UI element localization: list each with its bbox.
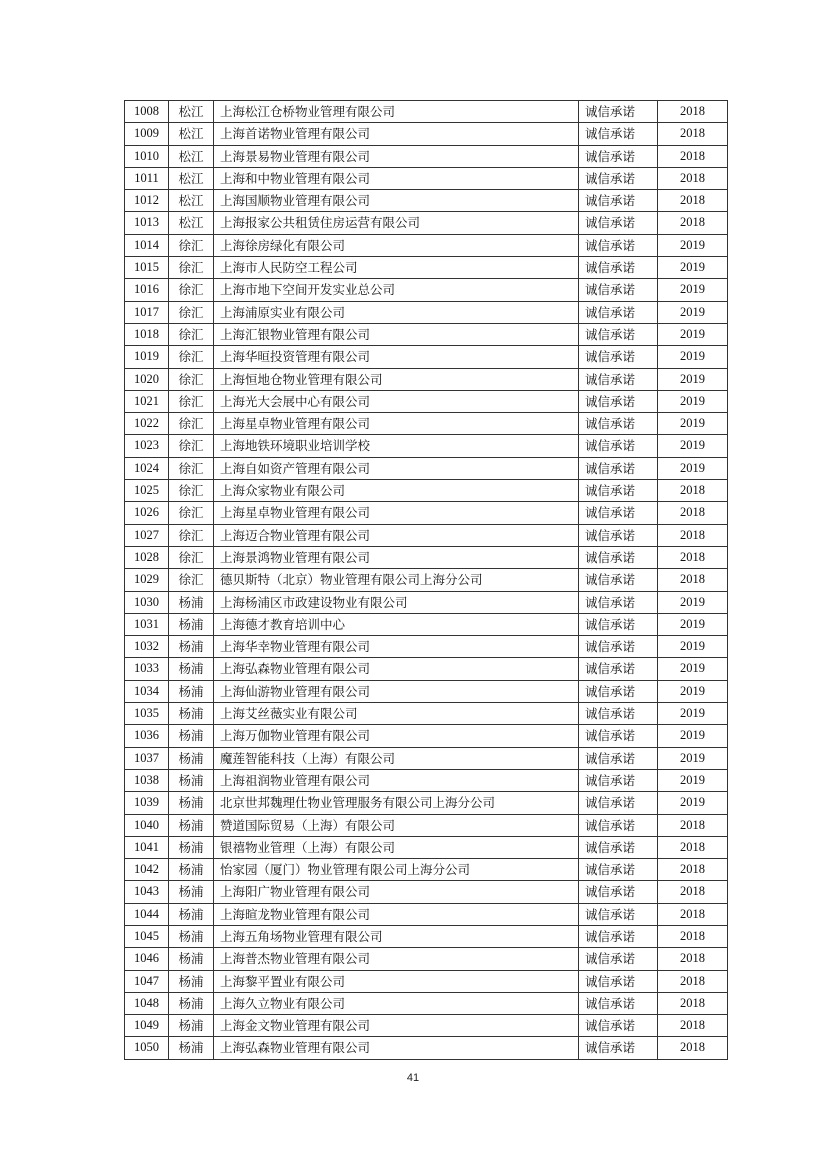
row-number: 1041: [125, 836, 169, 858]
district-cell: 徐汇: [169, 546, 214, 568]
commitment-type-cell: 诚信承诺: [579, 658, 658, 680]
company-name-cell: 银禧物业管理（上海）有限公司: [214, 836, 579, 858]
commitment-type-cell: 诚信承诺: [579, 279, 658, 301]
year-cell: 2018: [658, 970, 728, 992]
district-cell: 徐汇: [169, 457, 214, 479]
commitment-type-cell: 诚信承诺: [579, 190, 658, 212]
district-cell: 徐汇: [169, 413, 214, 435]
table-row: [125, 903, 728, 925]
table-row: [125, 435, 728, 457]
company-name-cell: 上海市人民防空工程公司: [214, 257, 579, 279]
year-cell: 2019: [658, 301, 728, 323]
row-number: 1024: [125, 457, 169, 479]
year-cell: 2019: [658, 658, 728, 680]
commitment-type-cell: 诚信承诺: [579, 680, 658, 702]
district-cell: 徐汇: [169, 435, 214, 457]
company-name-cell: 上海华幸物业管理有限公司: [214, 636, 579, 658]
table-row: [125, 1015, 728, 1037]
table-row: [125, 457, 728, 479]
company-name-cell: 上海景易物业管理有限公司: [214, 145, 579, 167]
row-number: 1035: [125, 703, 169, 725]
district-cell: 徐汇: [169, 502, 214, 524]
row-number: 1045: [125, 925, 169, 947]
year-cell: 2018: [658, 546, 728, 568]
row-number: 1023: [125, 435, 169, 457]
commitment-type-cell: 诚信承诺: [579, 212, 658, 234]
table-row: [125, 413, 728, 435]
row-number: 1026: [125, 502, 169, 524]
commitment-type-cell: 诚信承诺: [579, 992, 658, 1014]
table-row: [125, 234, 728, 256]
year-cell: 2019: [658, 769, 728, 791]
district-cell: 杨浦: [169, 703, 214, 725]
commitment-type-cell: 诚信承诺: [579, 301, 658, 323]
company-name-cell: 上海弘森物业管理有限公司: [214, 658, 579, 680]
year-cell: 2018: [658, 190, 728, 212]
commitment-type-cell: 诚信承诺: [579, 814, 658, 836]
row-number: 1044: [125, 903, 169, 925]
commitment-type-cell: 诚信承诺: [579, 123, 658, 145]
row-number: 1025: [125, 480, 169, 502]
district-cell: 松江: [169, 212, 214, 234]
company-name-cell: 赞道国际贸易（上海）有限公司: [214, 814, 579, 836]
table-row: [125, 145, 728, 167]
table-row: [125, 948, 728, 970]
table-row: [125, 747, 728, 769]
commitment-type-cell: 诚信承诺: [579, 346, 658, 368]
company-name-cell: 上海久立物业有限公司: [214, 992, 579, 1014]
row-number: 1018: [125, 323, 169, 345]
row-number: 1012: [125, 190, 169, 212]
company-name-cell: 上海万伽物业管理有限公司: [214, 725, 579, 747]
district-cell: 杨浦: [169, 680, 214, 702]
table-row: [125, 636, 728, 658]
company-name-cell: 怡家园（厦门）物业管理有限公司上海分公司: [214, 859, 579, 881]
table-row: [125, 881, 728, 903]
table-row: [125, 502, 728, 524]
district-cell: 杨浦: [169, 881, 214, 903]
year-cell: 2019: [658, 792, 728, 814]
commitment-type-cell: 诚信承诺: [579, 613, 658, 635]
row-number: 1040: [125, 814, 169, 836]
district-cell: 杨浦: [169, 636, 214, 658]
year-cell: 2018: [658, 881, 728, 903]
commitment-type-cell: 诚信承诺: [579, 480, 658, 502]
year-cell: 2019: [658, 368, 728, 390]
commitment-type-cell: 诚信承诺: [579, 703, 658, 725]
district-cell: 徐汇: [169, 480, 214, 502]
table-row: [125, 925, 728, 947]
district-cell: 杨浦: [169, 658, 214, 680]
year-cell: 2018: [658, 167, 728, 189]
row-number: 1048: [125, 992, 169, 1014]
table-row: [125, 480, 728, 502]
commitment-type-cell: 诚信承诺: [579, 257, 658, 279]
commitment-type-cell: 诚信承诺: [579, 1015, 658, 1037]
row-number: 1038: [125, 769, 169, 791]
commitment-type-cell: 诚信承诺: [579, 792, 658, 814]
table-row: [125, 769, 728, 791]
district-cell: 杨浦: [169, 925, 214, 947]
district-cell: 杨浦: [169, 970, 214, 992]
district-cell: 杨浦: [169, 903, 214, 925]
commitment-type-cell: 诚信承诺: [579, 145, 658, 167]
district-cell: 徐汇: [169, 368, 214, 390]
table-row: [125, 212, 728, 234]
district-cell: 松江: [169, 145, 214, 167]
row-number: 1008: [125, 101, 169, 123]
year-cell: 2019: [658, 591, 728, 613]
district-cell: 杨浦: [169, 769, 214, 791]
district-cell: 杨浦: [169, 1037, 214, 1059]
company-name-cell: 上海德才教育培训中心: [214, 613, 579, 635]
company-name-cell: 上海地铁环境职业培训学校: [214, 435, 579, 457]
row-number: 1010: [125, 145, 169, 167]
company-name-cell: 上海徐房绿化有限公司: [214, 234, 579, 256]
commitment-type-cell: 诚信承诺: [579, 636, 658, 658]
table-row: [125, 546, 728, 568]
company-name-cell: 上海五角场物业管理有限公司: [214, 925, 579, 947]
row-number: 1049: [125, 1015, 169, 1037]
company-table: [124, 100, 728, 1060]
district-cell: 徐汇: [169, 257, 214, 279]
table-row: [125, 792, 728, 814]
company-name-cell: 上海松江仓桥物业管理有限公司: [214, 101, 579, 123]
company-name-cell: 上海报家公共租赁住房运营有限公司: [214, 212, 579, 234]
company-name-cell: 上海祖润物业管理有限公司: [214, 769, 579, 791]
company-name-cell: 上海市地下空间开发实业总公司: [214, 279, 579, 301]
year-cell: 2019: [658, 390, 728, 412]
commitment-type-cell: 诚信承诺: [579, 569, 658, 591]
table-row: [125, 703, 728, 725]
row-number: 1036: [125, 725, 169, 747]
table-row: [125, 658, 728, 680]
district-cell: 杨浦: [169, 792, 214, 814]
company-name-cell: 上海黎平置业有限公司: [214, 970, 579, 992]
company-name-cell: 上海杨浦区市政建设物业有限公司: [214, 591, 579, 613]
year-cell: 2018: [658, 992, 728, 1014]
year-cell: 2018: [658, 524, 728, 546]
commitment-type-cell: 诚信承诺: [579, 859, 658, 881]
commitment-type-cell: 诚信承诺: [579, 234, 658, 256]
commitment-type-cell: 诚信承诺: [579, 167, 658, 189]
table-row: [125, 859, 728, 881]
company-name-cell: 上海国顺物业管理有限公司: [214, 190, 579, 212]
year-cell: 2018: [658, 859, 728, 881]
year-cell: 2019: [658, 457, 728, 479]
table-body: [125, 101, 728, 1060]
commitment-type-cell: 诚信承诺: [579, 925, 658, 947]
table-row: [125, 279, 728, 301]
year-cell: 2019: [658, 234, 728, 256]
table-row: [125, 257, 728, 279]
commitment-type-cell: 诚信承诺: [579, 390, 658, 412]
table-row: [125, 301, 728, 323]
district-cell: 徐汇: [169, 279, 214, 301]
district-cell: 杨浦: [169, 747, 214, 769]
year-cell: 2018: [658, 480, 728, 502]
company-name-cell: 上海阳广物业管理有限公司: [214, 881, 579, 903]
district-cell: 杨浦: [169, 725, 214, 747]
table-row: [125, 725, 728, 747]
table-row: [125, 190, 728, 212]
company-name-cell: 上海迈合物业管理有限公司: [214, 524, 579, 546]
row-number: 1034: [125, 680, 169, 702]
company-name-cell: 上海普杰物业管理有限公司: [214, 948, 579, 970]
district-cell: 徐汇: [169, 569, 214, 591]
row-number: 1016: [125, 279, 169, 301]
year-cell: 2018: [658, 502, 728, 524]
commitment-type-cell: 诚信承诺: [579, 524, 658, 546]
company-name-cell: 上海金文物业管理有限公司: [214, 1015, 579, 1037]
company-name-cell: 上海浦原实业有限公司: [214, 301, 579, 323]
year-cell: 2018: [658, 569, 728, 591]
table-row: [125, 680, 728, 702]
table-row: [125, 591, 728, 613]
district-cell: 杨浦: [169, 814, 214, 836]
row-number: 1043: [125, 881, 169, 903]
company-name-cell: 上海自如资产管理有限公司: [214, 457, 579, 479]
row-number: 1050: [125, 1037, 169, 1059]
row-number: 1013: [125, 212, 169, 234]
year-cell: 2018: [658, 123, 728, 145]
district-cell: 杨浦: [169, 859, 214, 881]
row-number: 1030: [125, 591, 169, 613]
year-cell: 2019: [658, 346, 728, 368]
year-cell: 2018: [658, 1015, 728, 1037]
commitment-type-cell: 诚信承诺: [579, 1037, 658, 1059]
row-number: 1032: [125, 636, 169, 658]
row-number: 1017: [125, 301, 169, 323]
table-row: [125, 390, 728, 412]
row-number: 1027: [125, 524, 169, 546]
table-row: [125, 1037, 728, 1059]
district-cell: 杨浦: [169, 1015, 214, 1037]
commitment-type-cell: 诚信承诺: [579, 413, 658, 435]
table-row: [125, 970, 728, 992]
district-cell: 徐汇: [169, 234, 214, 256]
row-number: 1009: [125, 123, 169, 145]
district-cell: 松江: [169, 123, 214, 145]
table-row: [125, 814, 728, 836]
row-number: 1047: [125, 970, 169, 992]
company-name-cell: 上海艾丝薇实业有限公司: [214, 703, 579, 725]
company-name-cell: 上海首诺物业管理有限公司: [214, 123, 579, 145]
table-row: [125, 613, 728, 635]
table-row: [125, 368, 728, 390]
company-name-cell: 北京世邦魏理仕物业管理服务有限公司上海分公司: [214, 792, 579, 814]
company-name-cell: 上海众家物业有限公司: [214, 480, 579, 502]
district-cell: 松江: [169, 190, 214, 212]
year-cell: 2019: [658, 703, 728, 725]
row-number: 1021: [125, 390, 169, 412]
district-cell: 松江: [169, 101, 214, 123]
table-row: [125, 167, 728, 189]
commitment-type-cell: 诚信承诺: [579, 323, 658, 345]
year-cell: 2019: [658, 257, 728, 279]
district-cell: 杨浦: [169, 992, 214, 1014]
district-cell: 杨浦: [169, 591, 214, 613]
year-cell: 2019: [658, 435, 728, 457]
year-cell: 2019: [658, 636, 728, 658]
company-name-cell: 德贝斯特（北京）物业管理有限公司上海分公司: [214, 569, 579, 591]
year-cell: 2018: [658, 212, 728, 234]
table-row: [125, 346, 728, 368]
row-number: 1022: [125, 413, 169, 435]
commitment-type-cell: 诚信承诺: [579, 546, 658, 568]
commitment-type-cell: 诚信承诺: [579, 903, 658, 925]
row-number: 1014: [125, 234, 169, 256]
commitment-type-cell: 诚信承诺: [579, 970, 658, 992]
company-name-cell: 上海华晅投资管理有限公司: [214, 346, 579, 368]
district-cell: 徐汇: [169, 323, 214, 345]
row-number: 1015: [125, 257, 169, 279]
table-row: [125, 123, 728, 145]
commitment-type-cell: 诚信承诺: [579, 836, 658, 858]
page-number: 41: [406, 1072, 420, 1084]
year-cell: 2019: [658, 323, 728, 345]
year-cell: 2018: [658, 814, 728, 836]
company-name-cell: 上海星卓物业管理有限公司: [214, 502, 579, 524]
table-row: [125, 836, 728, 858]
row-number: 1042: [125, 859, 169, 881]
year-cell: 2018: [658, 836, 728, 858]
row-number: 1019: [125, 346, 169, 368]
district-cell: 杨浦: [169, 948, 214, 970]
district-cell: 徐汇: [169, 524, 214, 546]
row-number: 1029: [125, 569, 169, 591]
commitment-type-cell: 诚信承诺: [579, 435, 658, 457]
company-name-cell: 上海汇银物业管理有限公司: [214, 323, 579, 345]
row-number: 1037: [125, 747, 169, 769]
year-cell: 2018: [658, 145, 728, 167]
table-row: [125, 101, 728, 123]
row-number: 1033: [125, 658, 169, 680]
company-name-cell: 上海和中物业管理有限公司: [214, 167, 579, 189]
company-name-cell: 魔莲智能科技（上海）有限公司: [214, 747, 579, 769]
district-cell: 徐汇: [169, 346, 214, 368]
row-number: 1028: [125, 546, 169, 568]
commitment-type-cell: 诚信承诺: [579, 725, 658, 747]
row-number: 1046: [125, 948, 169, 970]
commitment-type-cell: 诚信承诺: [579, 368, 658, 390]
table-row: [125, 323, 728, 345]
company-name-cell: 上海光大会展中心有限公司: [214, 390, 579, 412]
year-cell: 2019: [658, 680, 728, 702]
year-cell: 2018: [658, 925, 728, 947]
table-row: [125, 524, 728, 546]
year-cell: 2018: [658, 1037, 728, 1059]
commitment-type-cell: 诚信承诺: [579, 591, 658, 613]
commitment-type-cell: 诚信承诺: [579, 101, 658, 123]
district-cell: 徐汇: [169, 301, 214, 323]
company-name-cell: 上海星卓物业管理有限公司: [214, 413, 579, 435]
year-cell: 2019: [658, 725, 728, 747]
year-cell: 2018: [658, 101, 728, 123]
company-name-cell: 上海恒地仓物业管理有限公司: [214, 368, 579, 390]
row-number: 1020: [125, 368, 169, 390]
commitment-type-cell: 诚信承诺: [579, 769, 658, 791]
district-cell: 徐汇: [169, 390, 214, 412]
commitment-type-cell: 诚信承诺: [579, 502, 658, 524]
commitment-type-cell: 诚信承诺: [579, 457, 658, 479]
table-row: [125, 992, 728, 1014]
row-number: 1031: [125, 613, 169, 635]
year-cell: 2018: [658, 903, 728, 925]
table-row: [125, 569, 728, 591]
row-number: 1039: [125, 792, 169, 814]
year-cell: 2019: [658, 413, 728, 435]
commitment-type-cell: 诚信承诺: [579, 747, 658, 769]
year-cell: 2019: [658, 613, 728, 635]
year-cell: 2019: [658, 279, 728, 301]
district-cell: 杨浦: [169, 836, 214, 858]
company-name-cell: 上海景鸿物业管理有限公司: [214, 546, 579, 568]
district-cell: 杨浦: [169, 613, 214, 635]
year-cell: 2018: [658, 948, 728, 970]
row-number: 1011: [125, 167, 169, 189]
commitment-type-cell: 诚信承诺: [579, 881, 658, 903]
company-name-cell: 上海弘森物业管理有限公司: [214, 1037, 579, 1059]
district-cell: 松江: [169, 167, 214, 189]
company-name-cell: 上海仙游物业管理有限公司: [214, 680, 579, 702]
commitment-type-cell: 诚信承诺: [579, 948, 658, 970]
year-cell: 2019: [658, 747, 728, 769]
company-name-cell: 上海暄龙物业管理有限公司: [214, 903, 579, 925]
